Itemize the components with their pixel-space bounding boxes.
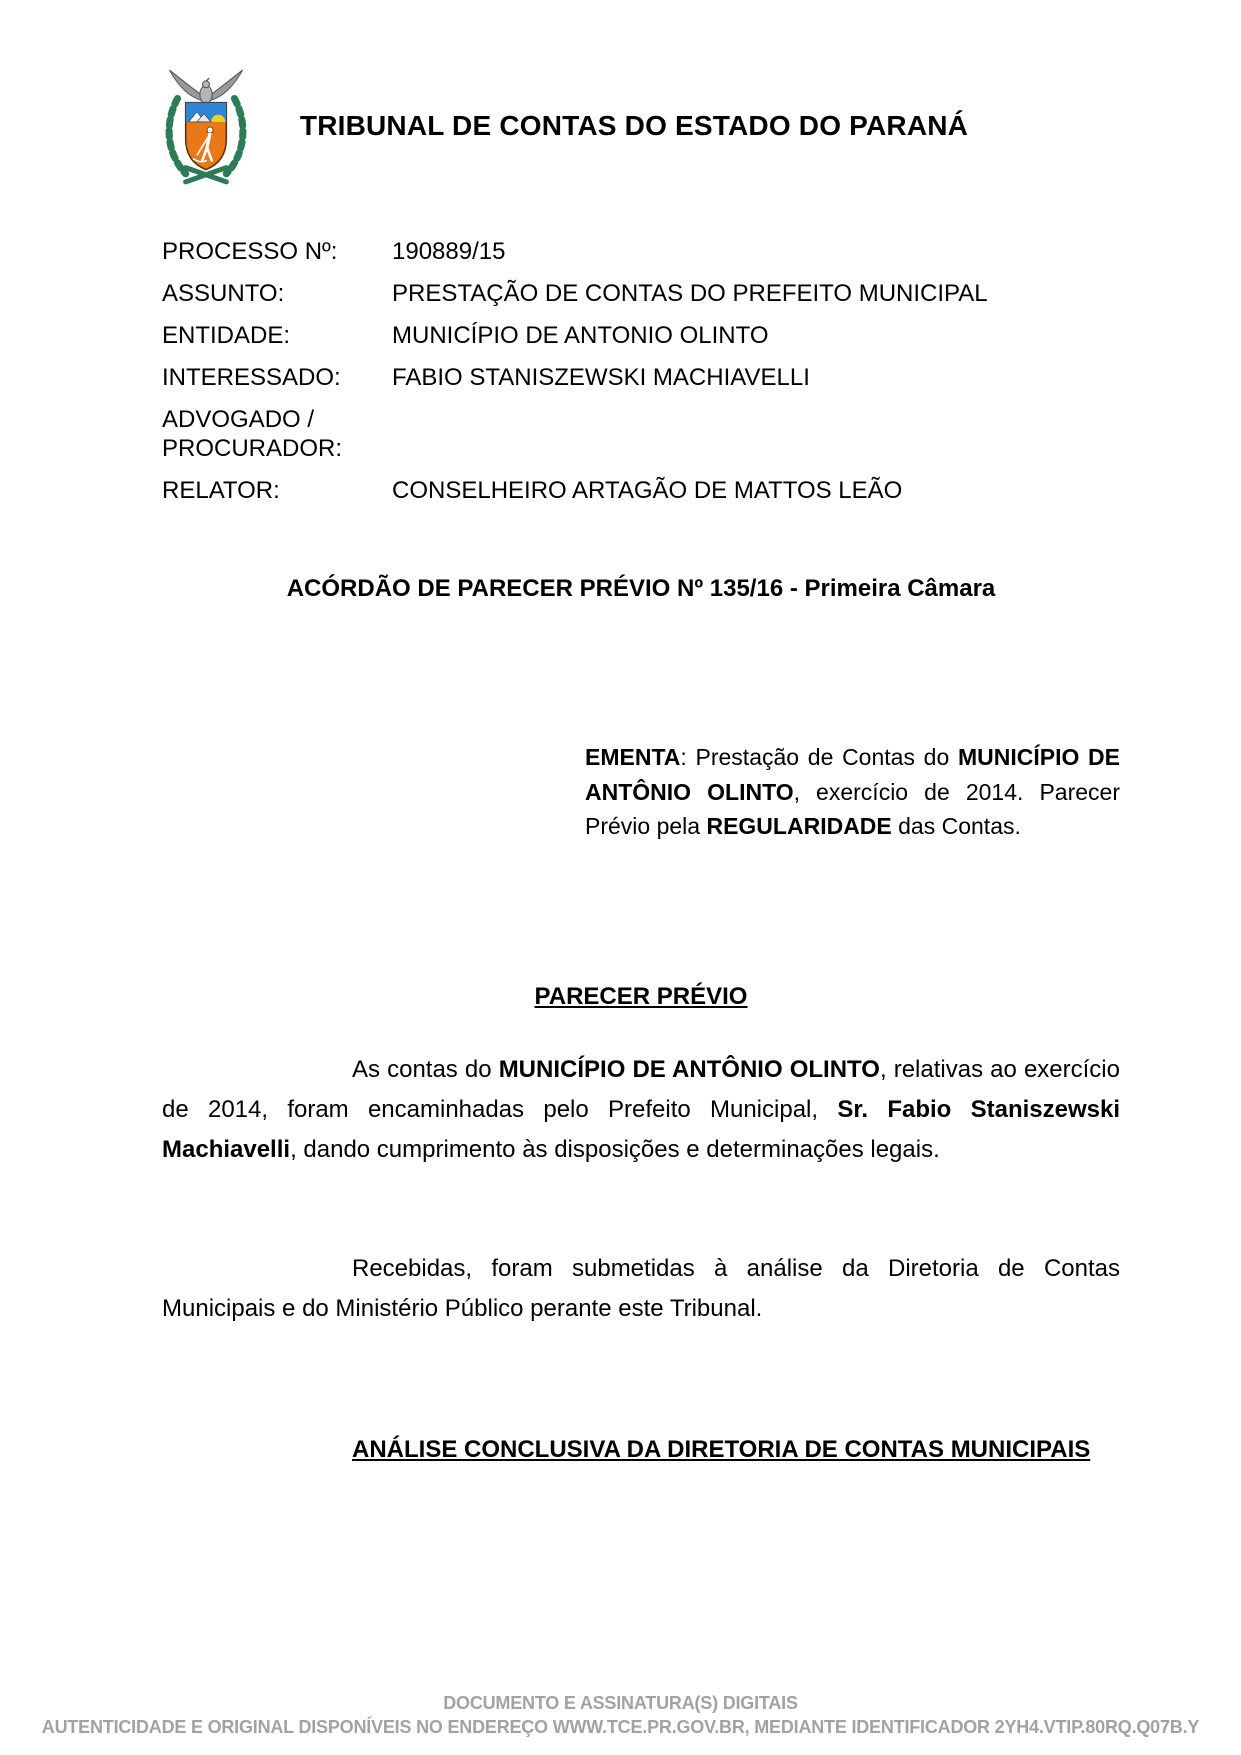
document-header — [155, 66, 1123, 190]
body-paragraph-2: Recebidas, foram submetidas à análise da Diretoria de Contas Municipais e do Ministério Público perante este Tribunal. — [162, 1255, 1120, 1322]
meta-row-relator — [162, 476, 1120, 505]
meta-value — [392, 405, 1120, 463]
process-metadata — [162, 237, 1120, 518]
digital-signature-footer — [0, 1691, 1241, 1739]
parecer-previo-heading: PARECER PRÉVIO — [534, 983, 748, 1010]
body-paragraph-1: As contas do MUNICÍPIO DE ANTÔNIO OLINTO, relativas ao exercício de 2014, foram encaminhadas pelo Prefeito Municipal, Sr. Fabio Staniszewski Machiavelli, dando cumprimento às disposições e determinações legais. — [162, 1056, 1121, 1163]
footer-line-2: AUTENTICIDADE E ORIGINAL DISPONÍVEIS NO ENDEREÇO WWW.TCE.PR.GOV.BR, MEDIANTE IDENTIFICADOR 2YH4.VTIP.80RQ.Q07B.Y — [41, 1717, 1200, 1737]
meta-label: ASSUNTO: — [162, 280, 285, 307]
meta-row-interessado — [162, 363, 1120, 392]
meta-value: CONSELHEIRO ARTAGÃO DE MATTOS LEÃO — [392, 477, 903, 504]
meta-row-assunto — [162, 279, 1120, 308]
acordao-title: ACÓRDÃO DE PARECER PRÉVIO Nº 135/16 - Primeira Câmara — [286, 575, 996, 602]
meta-label: PROCESSO Nº: — [162, 238, 338, 265]
analise-conclusiva-heading: ANÁLISE CONCLUSIVA DA DIRETORIA DE CONTAS MUNICIPAIS — [352, 1436, 1091, 1463]
meta-row-advogado — [162, 405, 1120, 463]
meta-value: 190889/15 — [392, 238, 506, 265]
institution-title: TRIBUNAL DE CONTAS DO ESTADO DO PARANÁ — [299, 110, 969, 141]
meta-value: PRESTAÇÃO DE CONTAS DO PREFEITO MUNICIPAL — [392, 280, 988, 307]
footer-line-1: DOCUMENTO E ASSINATURA(S) DIGITAIS — [443, 1693, 798, 1713]
meta-row-entidade — [162, 321, 1120, 350]
meta-label: RELATOR: — [162, 477, 280, 504]
parana-coat-of-arms-icon — [155, 66, 257, 190]
meta-row-processo — [162, 237, 1120, 266]
meta-label: ADVOGADO / PROCURADOR: — [162, 406, 343, 462]
ementa-paragraph: EMENTA: Prestação de Contas do MUNICÍPIO DE ANTÔNIO OLINTO, exercício de 2014. Parecer Prévio pela REGULARIDADE das Contas. — [585, 744, 1121, 839]
meta-value: FABIO STANISZEWSKI MACHIAVELLI — [392, 364, 810, 391]
meta-label: INTERESSADO: — [162, 364, 341, 391]
meta-value: MUNICÍPIO DE ANTONIO OLINTO — [392, 322, 769, 349]
meta-label: ENTIDADE: — [162, 322, 291, 349]
